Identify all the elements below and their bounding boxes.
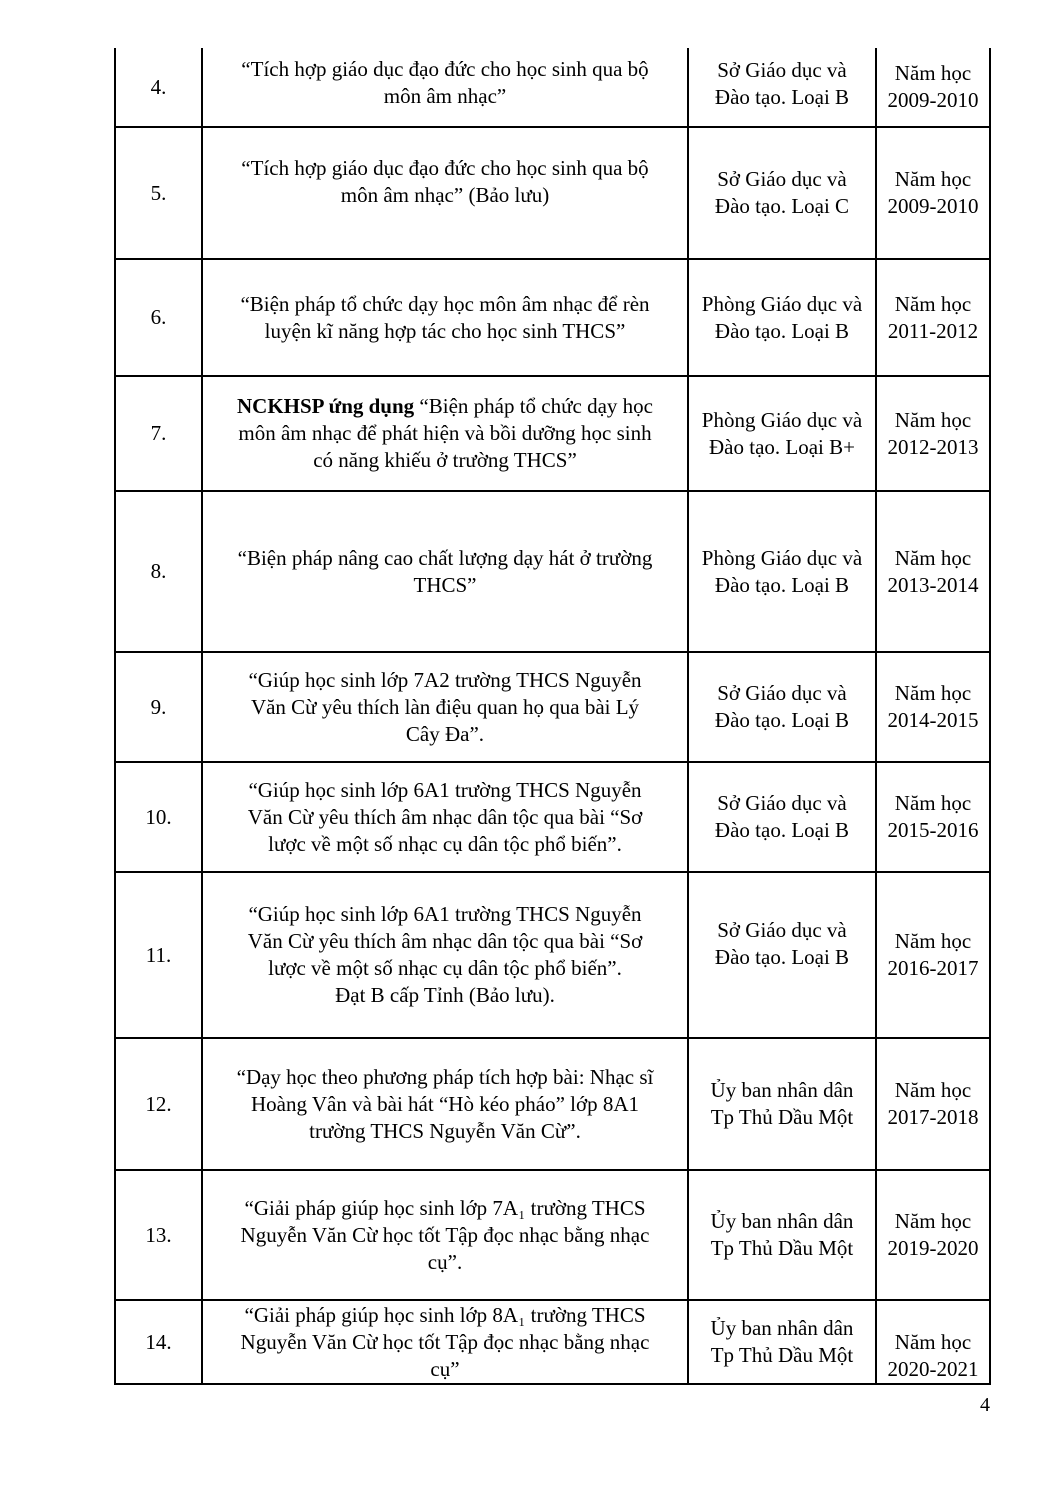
table-row bbox=[115, 127, 990, 259]
school-year: Năm học 2014-2015 bbox=[876, 652, 990, 762]
award-level: Sở Giáo dục và Đào tạo. Loại B bbox=[688, 48, 876, 127]
row-number: 7. bbox=[115, 376, 202, 491]
table-row bbox=[115, 872, 990, 1038]
row-number: 4. bbox=[115, 48, 202, 127]
school-year: Năm học 2009-2010 bbox=[876, 48, 990, 127]
award-level: Sở Giáo dục và Đào tạo. Loại B bbox=[688, 652, 876, 762]
school-year: Năm học 2013-2014 bbox=[876, 491, 990, 652]
research-title: “Giúp học sinh lớp 6A1 trường THCS Nguyễn Văn Cừ yêu thích âm nhạc dân tộc qua bài “Sơ lược về một số nhạc cụ dân tộc phổ biến”. bbox=[202, 762, 688, 872]
research-title: “Tích hợp giáo dục đạo đức cho học sinh qua bộ môn âm nhạc” bbox=[202, 48, 688, 127]
research-title: “Giải pháp giúp học sinh lớp 8A₁ trường THCS Nguyễn Văn Cừ học tốt Tập đọc nhạc bằng nhạc cụ” bbox=[202, 1300, 688, 1384]
row-number: 9. bbox=[115, 652, 202, 762]
table-row bbox=[115, 1300, 990, 1384]
row-number: 12. bbox=[115, 1038, 202, 1170]
table-row bbox=[115, 652, 990, 762]
table-row bbox=[115, 376, 990, 491]
award-level: Sở Giáo dục và Đào tạo. Loại B bbox=[688, 762, 876, 872]
research-table bbox=[114, 48, 991, 1385]
award-level: Ủy ban nhân dân Tp Thủ Dầu Một bbox=[688, 1300, 876, 1384]
title-lead: NCKHSP ứng dụng bbox=[237, 394, 415, 418]
school-year: Năm học 2011-2012 bbox=[876, 259, 990, 376]
research-title: “Tích hợp giáo dục đạo đức cho học sinh qua bộ môn âm nhạc” (Bảo lưu) bbox=[202, 127, 688, 259]
school-year: Năm học 2020-2021 bbox=[876, 1300, 990, 1384]
research-title: “Biện pháp nâng cao chất lượng dạy hát ở trường THCS” bbox=[202, 491, 688, 652]
award-level: Phòng Giáo dục và Đào tạo. Loại B bbox=[688, 491, 876, 652]
research-title: “Giúp học sinh lớp 7A2 trường THCS Nguyễn Văn Cừ yêu thích làn điệu quan họ qua bài Lý Cây Đa”. bbox=[202, 652, 688, 762]
row-number: 13. bbox=[115, 1170, 202, 1300]
table-row bbox=[115, 1038, 990, 1170]
table-row bbox=[115, 259, 990, 376]
table-row bbox=[115, 48, 990, 127]
row-number: 8. bbox=[115, 491, 202, 652]
row-number: 6. bbox=[115, 259, 202, 376]
table-row bbox=[115, 762, 990, 872]
research-title: “Dạy học theo phương pháp tích hợp bài: Nhạc sĩ Hoàng Vân và bài hát “Hò kéo pháo” lớp 8A1 trường THCS Nguyễn Văn Cừ”. bbox=[202, 1038, 688, 1170]
award-level: Phòng Giáo dục và Đào tạo. Loại B bbox=[688, 259, 876, 376]
research-title: “Giải pháp giúp học sinh lớp 7A₁ trường THCS Nguyễn Văn Cừ học tốt Tập đọc nhạc bằng nhạc cụ”. bbox=[202, 1170, 688, 1300]
row-number: 11. bbox=[115, 872, 202, 1038]
table-row bbox=[115, 1170, 990, 1300]
award-level: Phòng Giáo dục và Đào tạo. Loại B+ bbox=[688, 376, 876, 491]
research-title: “Giúp học sinh lớp 6A1 trường THCS Nguyễn Văn Cừ yêu thích âm nhạc dân tộc qua bài “Sơ lược về một số nhạc cụ dân tộc phổ biến”. Đạt B cấp Tỉnh (Bảo lưu). bbox=[202, 872, 688, 1038]
school-year: Năm học 2015-2016 bbox=[876, 762, 990, 872]
row-number: 14. bbox=[115, 1300, 202, 1384]
school-year: Năm học 2012-2013 bbox=[876, 376, 990, 491]
award-level: Sở Giáo dục và Đào tạo. Loại C bbox=[688, 127, 876, 259]
page-number: 4 bbox=[980, 1394, 990, 1416]
school-year: Năm học 2017-2018 bbox=[876, 1038, 990, 1170]
row-number: 10. bbox=[115, 762, 202, 872]
award-level: Sở Giáo dục và Đào tạo. Loại B bbox=[688, 872, 876, 1038]
research-title: “Biện pháp tổ chức dạy học môn âm nhạc để rèn luyện kĩ năng hợp tác cho học sinh THCS” bbox=[202, 259, 688, 376]
row-number: 5. bbox=[115, 127, 202, 259]
school-year: Năm học 2016-2017 bbox=[876, 872, 990, 1038]
table-row bbox=[115, 491, 990, 652]
school-year: Năm học 2009-2010 bbox=[876, 127, 990, 259]
school-year: Năm học 2019-2020 bbox=[876, 1170, 990, 1300]
award-level: Ủy ban nhân dân Tp Thủ Dầu Một bbox=[688, 1038, 876, 1170]
research-title: NCKHSP ứng dụng “Biện pháp tổ chức dạy học môn âm nhạc để phát hiện và bồi dưỡng học sinh có năng khiếu ở trường THCS” bbox=[202, 376, 688, 491]
award-level: Ủy ban nhân dân Tp Thủ Dầu Một bbox=[688, 1170, 876, 1300]
